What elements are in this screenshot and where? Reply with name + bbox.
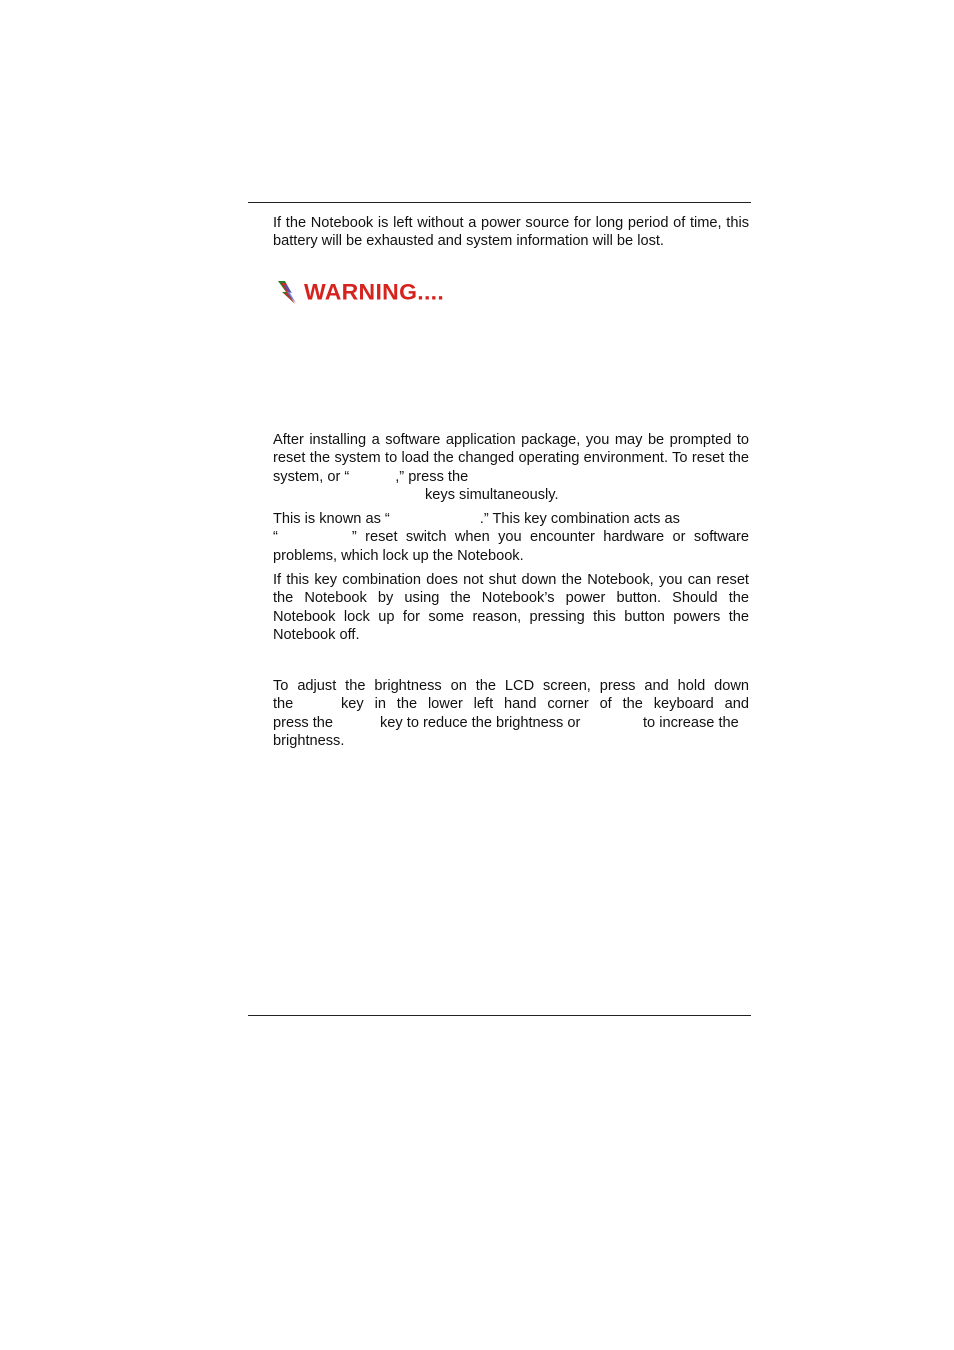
footer-rule — [248, 1015, 751, 1016]
brightness-line3-b: key to reduce the brightness or — [380, 715, 581, 731]
reset-p1-text-a: After installing a software application package, you may be prompted to reset the system to load the changed operating environment. To reset the system, or “ — [273, 432, 749, 485]
reset-p1-text-b: ,” press the — [395, 468, 469, 485]
header-rule — [248, 202, 751, 203]
reset-p2-text-a: This is known as “ — [273, 511, 390, 527]
reset-paragraph-1 — [273, 431, 749, 486]
reset-paragraph-3: If this key combination does not shut down the Notebook, you can reset the Notebook by using the Notebook’s power button. Should the Notebook lock up for some reason, pressing this button powers the Notebook off. — [273, 572, 749, 644]
reset-p2-text-b: .” This key combination acts as — [479, 511, 680, 527]
warning-banner — [276, 279, 444, 305]
brightness-line2-b: key in the lower left hand corner of the keyboard and — [341, 696, 749, 712]
brightness-line2-a: the — [273, 696, 294, 712]
reset-paragraph-2 — [273, 510, 749, 565]
reset-p1-text-c: keys simultaneously. — [425, 487, 559, 503]
battery-paragraph: If the Notebook is left without a power source for long period of time, this battery will be exhausted and system information will be lost. — [273, 215, 749, 250]
brightness-line-1: To adjust the brightness on the LCD screen, press and hold down — [273, 678, 749, 694]
brightness-line3-c: to increase the — [643, 715, 739, 731]
reset-p2-text-d: ” reset switch when you encounter hardware or software problems, which lock up the Notebook. — [273, 529, 749, 564]
brightness-line3-a: press the — [273, 715, 334, 731]
warning-label: WARNING.... — [304, 279, 445, 304]
reset-p2-text-c: “ — [273, 529, 278, 546]
lightning-arrow-icon — [276, 279, 300, 305]
brightness-line-4: brightness. — [273, 733, 345, 749]
